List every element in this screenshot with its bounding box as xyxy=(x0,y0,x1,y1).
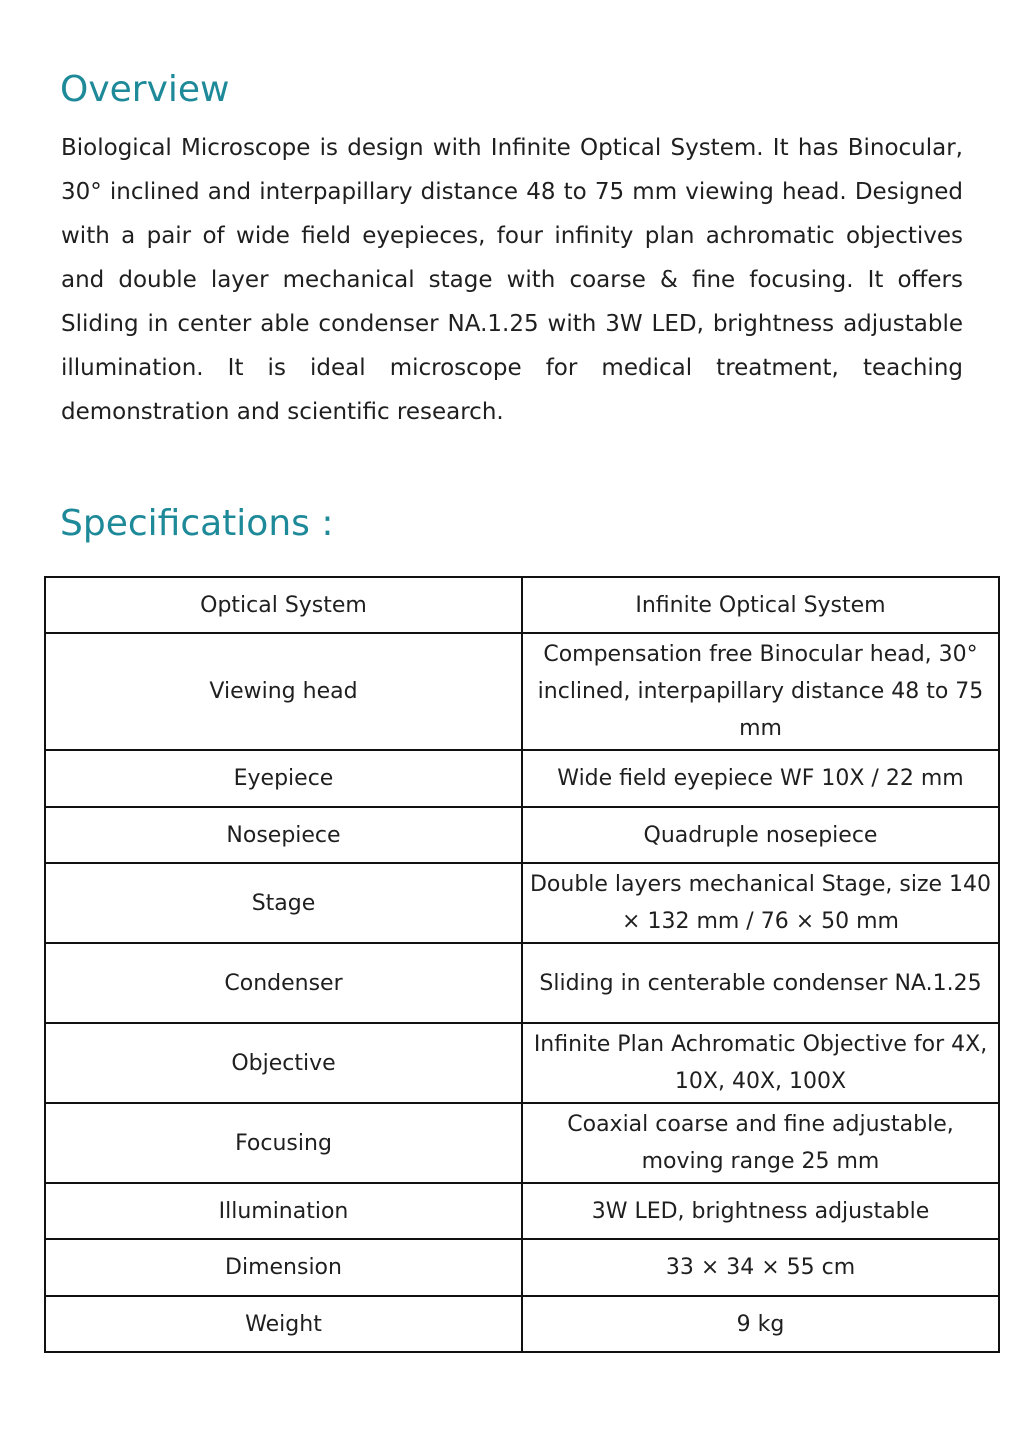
spec-value-objective: Infinite Plan Achromatic Objective for 4X, 10X, 40X, 100X xyxy=(522,1023,999,1103)
spec-value-condenser: Sliding in centerable condenser NA.1.25 xyxy=(522,943,999,1023)
specifications-table xyxy=(44,576,1000,1353)
table-row xyxy=(45,633,999,750)
spec-label-stage: Stage xyxy=(45,863,522,943)
spec-label-objective: Objective xyxy=(45,1023,522,1103)
spec-value-weight: 9 kg xyxy=(522,1296,999,1352)
spec-value-dimension: 33 × 34 × 55 cm xyxy=(522,1239,999,1296)
spec-value-eyepiece: Wide field eyepiece WF 10X / 22 mm xyxy=(522,750,999,807)
spec-value-nosepiece: Quadruple nosepiece xyxy=(522,807,999,863)
spec-label-condenser: Condenser xyxy=(45,943,522,1023)
spec-value-optical-system: Infinite Optical System xyxy=(522,577,999,633)
spec-label-eyepiece: Eyepiece xyxy=(45,750,522,807)
overview-heading: Overview xyxy=(60,69,230,110)
spec-label-focusing: Focusing xyxy=(45,1103,522,1183)
table-row xyxy=(45,1239,999,1296)
spec-value-stage: Double layers mechanical Stage, size 140 × 132 mm / 76 × 50 mm xyxy=(522,863,999,943)
table-row xyxy=(45,1183,999,1239)
table-row xyxy=(45,1023,999,1103)
spec-label-nosepiece: Nosepiece xyxy=(45,807,522,863)
spec-label-dimension: Dimension xyxy=(45,1239,522,1296)
spec-label-optical-system: Optical System xyxy=(45,577,522,633)
spec-value-illumination: 3W LED, brightness adjustable xyxy=(522,1183,999,1239)
table-row xyxy=(45,943,999,1023)
spec-value-focusing: Coaxial coarse and fine adjustable, moving range 25 mm xyxy=(522,1103,999,1183)
table-row xyxy=(45,807,999,863)
spec-label-weight: Weight xyxy=(45,1296,522,1352)
table-row xyxy=(45,1296,999,1352)
spec-label-viewing-head: Viewing head xyxy=(45,633,522,750)
table-row xyxy=(45,863,999,943)
table-row xyxy=(45,577,999,633)
specifications-heading: Specifications : xyxy=(60,503,334,544)
spec-value-viewing-head: Compensation free Binocular head, 30° inclined, interpapillary distance 48 to 75 mm xyxy=(522,633,999,750)
table-row xyxy=(45,750,999,807)
overview-paragraph: Biological Microscope is design with Infinite Optical System. It has Binocular, 30° inclined and interpapillary distance 48 to 75 mm viewing head. Designed with a pair of wide field eyepieces, four infinity plan achromatic objectives and double layer mechanical stage with coarse & fine focusing. It offers Sliding in center able condenser NA.1.25 with 3W LED, brightness adjustable illumination. It is ideal microscope for medical treatment, teaching demonstration and scientific research. xyxy=(61,135,963,425)
table-row xyxy=(45,1103,999,1183)
spec-label-illumination: Illumination xyxy=(45,1183,522,1239)
